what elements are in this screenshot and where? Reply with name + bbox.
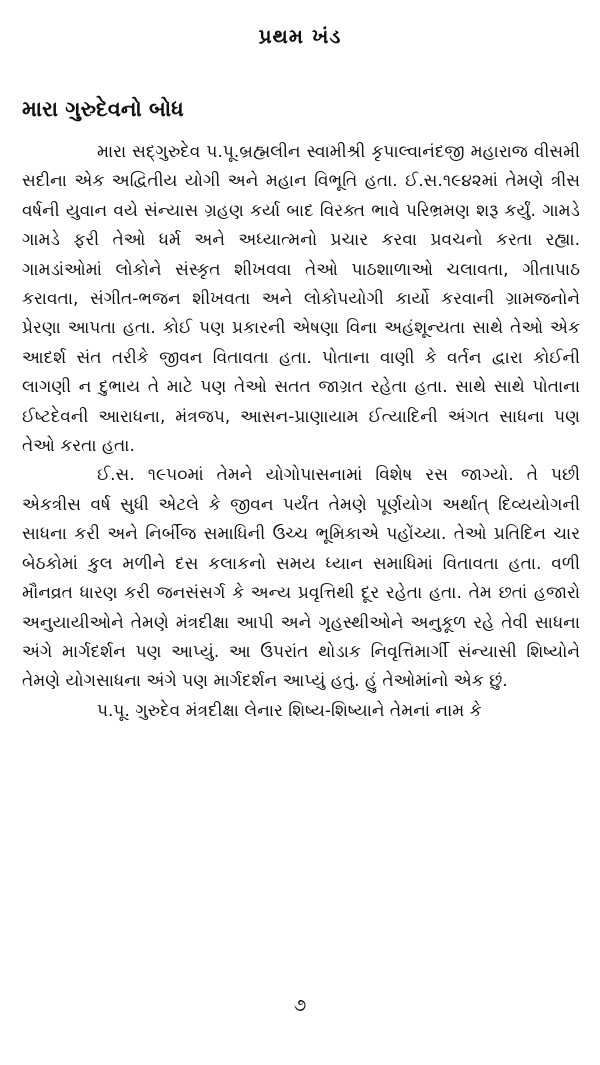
paragraph-2: ઈ.સ. ૧૯૫૦માં તેમને યોગોપાસનામાં વિશેષ રસ જાગ્યો. તે પછી એકત્રીસ વર્ષ સુધી એટલે કે જીવન પર્યંત તેમણે પૂર્ણયોગ અર્થાત્ દિવ્યયોગની સાધના કરી અને નિર્બીજ સમાધિની ઉચ્ચ ભૂમિકાએ પહોંચ્યા. તેઓ પ્રતિદિન ચાર બેઠકોમાં કુલ મળીને દસ કલાકનો સમય ધ્યાન સમાધિમાં વિતાવતા હતા. વળી મૌનવ્રત ધારણ કરી જનસંસર્ગ કે અન્ય પ્રવૃત્તિથી દૂર રહેતા હતા. તેમ છતાં હજારો અનુયાયીઓને તેમણે મંત્રદીક્ષા આપી અને ગૃહસ્થીઓને અનુકૂળ રહે તેવી સાધના અંગે માર્ગદર્શન પણ આપ્યું. આ ઉપરાંત થોડાક નિવૃત્તિમાર્ગી સંન્યાસી શિષ્યોને તેમણે યોગસાધના અંગે પણ માર્ગદર્શન આપ્યું હતું. હું તેઓમાંનો એક છું. (22, 465, 580, 692)
body-text (22, 138, 580, 726)
part-title: પ્રથમ ખંડ (258, 24, 342, 48)
page-number: ૭ (293, 995, 307, 1016)
section-heading: મારા ગુરુદેવનો બોધ (22, 97, 184, 121)
paragraph-3: પ.પૂ. ગુરુદેવ મંત્રદીક્ષા લેનાર શિષ્ય-શિષ્યાને તેમનાં નામ કે (97, 700, 482, 721)
paragraph-1: મારા સદ્ગુરુદેવ પ.પૂ.બ્રહ્મલીન સ્વામીશ્રી કૃપાલ્વાનંદજી મહારાજ વીસમી સદીના એક અદ્વિતીય યોગી અને મહાન વિભૂતિ હતા. ઈ.સ.૧૯૪૨માં તેમણે ત્રીસ વર્ષની યુવાન વયે સંન્યાસ ગ્રહણ કર્યા બાદ વિરક્ત ભાવે પરિભ્રમણ શરૂ કર્યું. ગામડે ગામડે ફરી તેઓ ધર્મ અને અધ્યાત્મનો પ્રચાર કરવા પ્રવચનો કરતા રહ્યા. ગામડાંઓમાં લોકોને સંસ્કૃત શીખવવા તેઓ પાઠશાળાઓ ચલાવતા, ગીતાપાઠ કરાવતા, સંગીત-ભજન શીખવતા અને લોકોપયોગી કાર્યો કરવાની ગ્રામજનોને પ્રેરણા આપતા હતા. કોઈ પણ પ્રકારની એષણા વિના અહંશૂન્યતા સાથે તેઓ એક આદર્શ સંત તરીકે જીવન વિતાવતા હતા. પોતાના વાણી કે વર્તન દ્વારા કોઈની લાગણી ન દુભાય તે માટે પણ તેઓ સતત જાગ્રત રહેતા હતા. સાથે સાથે પોતાના ઈષ્ટદેવની આરાધના, મંત્રજપ, આસન-પ્રાણાયામ ઈત્યાદિની અંગત સાધના પણ તેઓ કરતા હતા. (22, 142, 580, 457)
